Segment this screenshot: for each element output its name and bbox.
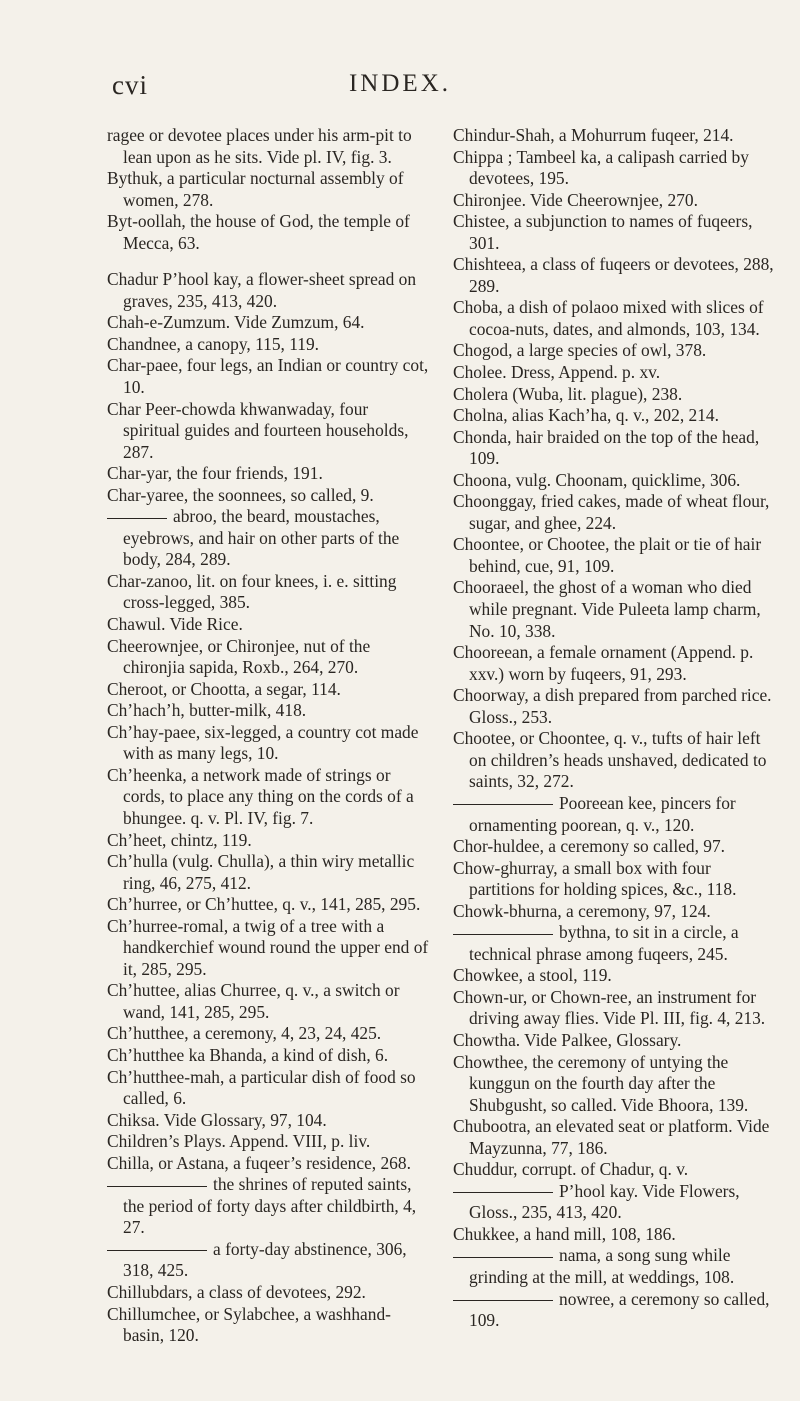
- index-entry: [107, 700, 429, 722]
- index-entry: [453, 362, 775, 384]
- index-entry-text: Ch’hurree-romal, a twig of a tree with a handkerchief wound round the upper end of it, 285, 295.: [107, 915, 429, 979]
- index-entry-text: Char-yaree, the soonnees, so called, 9.: [107, 484, 374, 505]
- index-entry: [453, 405, 775, 427]
- index-entry: [107, 894, 429, 916]
- index-entry-text: Chooreean, a female ornament (Append. p. xxv.) worn by fuqeers, 91, 293.: [453, 642, 754, 684]
- ditto-dash: [107, 1186, 207, 1187]
- index-entry: [453, 728, 775, 793]
- index-entry-text: Chishteea, a class of fuqeers or devotees, 288, 289.: [453, 254, 774, 296]
- index-entry: [453, 190, 775, 212]
- index-entry: [107, 1067, 429, 1110]
- index-entry-text: Chandnee, a canopy, 115, 119.: [107, 333, 320, 354]
- index-entry: [453, 1030, 775, 1052]
- index-entry-text: Ch’hach’h, butter-milk, 418.: [107, 700, 307, 721]
- index-entry-text: Chogod, a large species of owl, 378.: [453, 340, 707, 361]
- index-entry: [107, 679, 429, 701]
- index-entry-text: Choonggay, fried cakes, made of wheat flour, sugar, and ghee, 224.: [453, 491, 770, 533]
- index-entry: [453, 297, 775, 340]
- ditto-dash: [107, 518, 167, 519]
- index-entry: [107, 765, 429, 830]
- index-entry-text: Chowk-bhurna, a ceremony, 97, 124.: [453, 900, 711, 921]
- index-entry-text: nama, a song sung while grinding at the mill, at weddings, 108.: [469, 1245, 735, 1287]
- index-entry-text: Byt-oollah, the house of God, the temple of Mecca, 63.: [107, 211, 410, 253]
- index-entry-text: Choona, vulg. Choonam, quicklime, 306.: [453, 469, 741, 490]
- index-entry: [107, 211, 429, 254]
- index-entry: [107, 1110, 429, 1132]
- index-entry-text: Chowthee, the ceremony of untying the kunggun on the fourth day after the Shubgusht, so called. Vide Bhoora, 139.: [453, 1051, 749, 1115]
- index-entry: [107, 269, 429, 312]
- index-entry: [107, 1174, 429, 1239]
- index-entry-text: Choontee, or Chootee, the plait or tie of hair behind, cue, 91, 109.: [453, 534, 762, 576]
- index-entry-text: Ch’heenka, a network made of strings or cords, to place any thing on the cords of a bhungee. q. v. Pl. IV, fig. 7.: [107, 764, 414, 828]
- index-entry: [453, 858, 775, 901]
- index-entry-text: Chawul. Vide Rice.: [107, 614, 243, 635]
- ditto-dash: [453, 804, 553, 805]
- index-entry-text: Ch’huttee, alias Churree, q. v., a switch or wand, 141, 285, 295.: [107, 980, 400, 1022]
- index-entry-text: Ch’heet, chintz, 119.: [107, 829, 252, 850]
- index-entry: [107, 614, 429, 636]
- page-title: INDEX.: [348, 70, 451, 97]
- index-entry: [107, 916, 429, 981]
- index-entry-text: Chindur-Shah, a Mohurrum fuqeer, 214.: [453, 125, 734, 145]
- index-entry-text: Chironjee. Vide Cheerownjee, 270.: [453, 189, 698, 210]
- page-number: cvi: [112, 70, 148, 100]
- index-entry-text: Choba, a dish of polaoo mixed with slices of cocoa-nuts, dates, and almonds, 103, 134.: [453, 297, 764, 339]
- index-entry-text: Chow-ghurray, a small box with four partitions for holding spices, &c., 118.: [453, 857, 737, 900]
- index-entry: [453, 534, 775, 577]
- index-entry: [453, 211, 775, 254]
- index-entry-text: Chukkee, a hand mill, 108, 186.: [453, 1223, 676, 1244]
- ditto-dash: [453, 1300, 553, 1301]
- index-entry-text: Chonda, hair braided on the top of the head, 109.: [453, 426, 760, 469]
- ditto-dash: [453, 1257, 553, 1258]
- index-entry-text: P’hool kay. Vide Flowers, Gloss., 235, 413, 420.: [469, 1180, 740, 1223]
- index-entry-text: Chowtha. Vide Palkee, Glossary.: [453, 1029, 682, 1050]
- index-entry-text: Chillumchee, or Sylabchee, a washhand-basin, 120.: [107, 1303, 391, 1346]
- index-entry-text: bythna, to sit in a circle, a technical phrase among fuqeers, 245.: [469, 922, 739, 964]
- index-entry-text: Ch’hay-paee, six-legged, a country cot made with as many legs, 10.: [107, 721, 419, 764]
- index-entry: [107, 980, 429, 1023]
- index-entry: [107, 636, 429, 679]
- index-entry: [107, 485, 429, 507]
- index-entry-text: Bythuk, a particular nocturnal assembly of women, 278.: [107, 168, 404, 210]
- index-entry-text: Chillubdars, a class of devotees, 292.: [107, 1281, 366, 1302]
- index-entry: [107, 1282, 429, 1304]
- index-entry-text: Chowkee, a stool, 119.: [453, 965, 612, 986]
- index-entry: [107, 1153, 429, 1175]
- index-entry-text: Chown-ur, or Chown-ree, an instrument for driving away flies. Vide Pl. III, fig. 4, 213.: [453, 986, 766, 1029]
- index-entry: [453, 1052, 775, 1117]
- index-entry-text: Char-yar, the four friends, 191.: [107, 463, 323, 484]
- index-entry: [453, 340, 775, 362]
- index-entry-text: Chippa ; Tambeel ka, a calipash carried by devotees, 195.: [453, 146, 749, 189]
- index-entry: [107, 1131, 429, 1153]
- index-entry-text: Chadur P’hool kay, a flower-sheet spread on graves, 235, 413, 420.: [107, 269, 417, 311]
- index-entry-text: Chooraeel, the ghost of a woman who died while pregnant. Vide Puleeta lamp charm, No. 10, 338.: [453, 577, 761, 641]
- index-entry-text: Chor-huldee, a ceremony so called, 97.: [453, 836, 726, 857]
- index-entry: [453, 642, 775, 685]
- index-entry-text: Ch’hutthee-mah, a particular dish of food so called, 6.: [107, 1066, 416, 1109]
- index-entry: [453, 491, 775, 534]
- index-entry: [107, 463, 429, 485]
- index-entry-text: Cholna, alias Kach’ha, q. v., 202, 214.: [453, 405, 719, 426]
- ditto-dash: [453, 934, 553, 935]
- index-entry: [453, 254, 775, 297]
- index-entry: [107, 168, 429, 211]
- index-entry-text: Chootee, or Choontee, q. v., tufts of hair left on children’s heads unshaved, dedicated to saints, 32, 272.: [453, 728, 767, 792]
- index-entry: [453, 1245, 775, 1288]
- index-entry-text: Chah-e-Zumzum. Vide Zumzum, 64.: [107, 312, 365, 333]
- index-entry-text: Chilla, or Astana, a fuqeer’s residence, 268.: [107, 1152, 411, 1173]
- index-entry-text: ragee or devotee places under his arm-pit to lean upon as he sits. Vide pl. IV, fig. 3.: [107, 125, 412, 167]
- index-entry: [453, 987, 775, 1030]
- index-entry: [453, 427, 775, 470]
- index-entry-text: Char Peer-chowda khwanwaday, four spiritual guides and fourteen households, 287.: [107, 398, 409, 462]
- index-entry: [453, 793, 775, 836]
- index-entry: [453, 685, 775, 728]
- index-entry-text: Ch’hutthee ka Bhanda, a kind of dish, 6.: [107, 1044, 389, 1065]
- index-entry: [107, 1023, 429, 1045]
- index-entry: [107, 571, 429, 614]
- index-entry: [107, 355, 429, 398]
- index-entry-text: Cholera (Wuba, lit. plague), 238.: [453, 383, 683, 404]
- index-entry: [453, 125, 775, 147]
- index-entry-text: Pooreean kee, pincers for ornamenting poorean, q. v., 120.: [469, 792, 736, 835]
- index-entry-text: Ch’hutthee, a ceremony, 4, 23, 24, 425.: [107, 1023, 382, 1044]
- index-entry: [107, 125, 429, 168]
- index-entry: [107, 1304, 429, 1347]
- index-entry-text: Choorway, a dish prepared from parched rice. Gloss., 253.: [453, 685, 772, 727]
- index-entry: [453, 470, 775, 492]
- index-entry: [453, 1116, 775, 1159]
- page-header: [0, 70, 800, 110]
- index-entry: [107, 1045, 429, 1067]
- index-entry: [107, 830, 429, 852]
- index-entry-text: abroo, the beard, moustaches, eyebrows, and hair on other parts of the body, 284, 289.: [123, 506, 400, 570]
- index-entry-text: Ch’hurree, or Ch’huttee, q. v., 141, 285, 295.: [107, 894, 421, 915]
- index-entry: [453, 384, 775, 406]
- index-entry: [107, 334, 429, 356]
- index-entry-text: Chubootra, an elevated seat or platform. Vide Mayzunna, 77, 186.: [453, 1116, 770, 1158]
- index-entry: [453, 1224, 775, 1246]
- index-entry: [107, 399, 429, 464]
- index-entry-text: nowree, a ceremony so called, 109.: [469, 1288, 770, 1331]
- index-entry-text: the shrines of reputed saints, the period of forty days after childbirth, 4, 27.: [123, 1174, 417, 1238]
- index-entry-text: Char-zanoo, lit. on four knees, i. e. sitting cross-legged, 385.: [107, 570, 397, 613]
- index-entry: [453, 836, 775, 858]
- index-entry: [453, 577, 775, 642]
- index-entry-text: Children’s Plays. Append. VIII, p. liv.: [107, 1131, 371, 1152]
- left-column: [107, 125, 429, 1347]
- index-entry-text: Chuddur, corrupt. of Chadur, q. v.: [453, 1159, 689, 1180]
- index-entry-text: Cheerownjee, or Chironjee, nut of the chironjia sapida, Roxb., 264, 270.: [107, 635, 371, 678]
- index-entry-text: Char-paee, four legs, an Indian or country cot, 10.: [107, 355, 429, 398]
- index-entry: [453, 1181, 775, 1224]
- index-entry: [107, 312, 429, 334]
- index-entry: [107, 851, 429, 894]
- index-entry-text: Chiksa. Vide Glossary, 97, 104.: [107, 1109, 327, 1130]
- index-entry: [453, 922, 775, 965]
- index-entry: [453, 901, 775, 923]
- ditto-dash: [107, 1250, 207, 1251]
- index-entry: [453, 1159, 775, 1181]
- index-entry: [453, 1289, 775, 1332]
- index-entry: [453, 147, 775, 190]
- index-entry-text: Ch’hulla (vulg. Chulla), a thin wiry metallic ring, 46, 275, 412.: [107, 851, 415, 893]
- index-entry: [107, 722, 429, 765]
- index-entry-text: Chistee, a subjunction to names of fuqeers, 301.: [453, 211, 753, 253]
- index-entry-text: a forty-day abstinence, 306, 318, 425.: [123, 1238, 407, 1281]
- index-entry-text: Cholee. Dress, Append. p. xv.: [453, 362, 661, 383]
- index-entry: [107, 1239, 429, 1282]
- index-entry: [453, 965, 775, 987]
- index-entry: [107, 506, 429, 571]
- right-column: [453, 125, 775, 1332]
- ditto-dash: [453, 1192, 553, 1193]
- index-entry-text: Cheroot, or Chootta, a segar, 114.: [107, 678, 341, 699]
